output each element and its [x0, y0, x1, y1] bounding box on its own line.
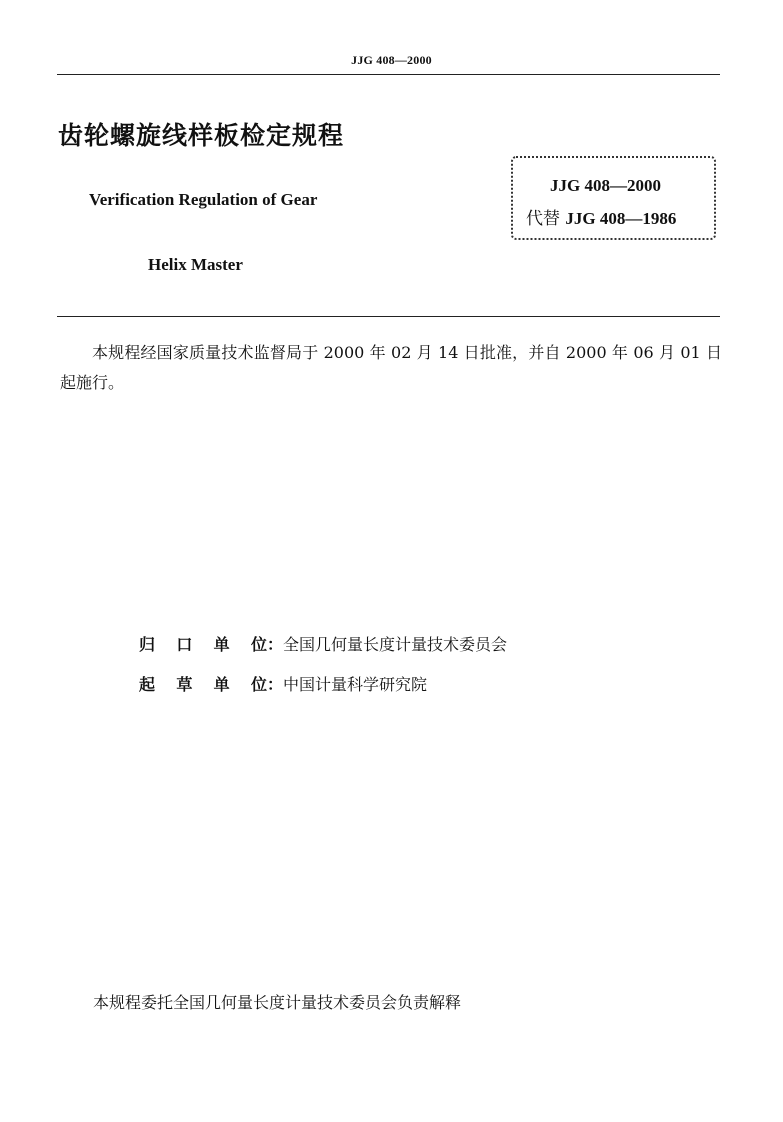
approval-statement: 本规程经国家质量技术监督局于 2000 年 02 月 14 日批准，并自 2000 年 06 月 01 日起施行。: [60, 343, 722, 392]
top-rule: [57, 74, 720, 75]
standard-code: JJG 408—2000: [550, 176, 661, 195]
drafting-unit-row: [139, 672, 427, 695]
title-chinese: 齿轮螺旋线样板检定规程: [58, 121, 345, 150]
title-english-line-1: Verification Regulation of Gear: [89, 190, 318, 209]
responsible-unit-value: 全国几何量长度计量技术委员会: [283, 635, 508, 654]
separator-rule: [57, 316, 720, 317]
drafting-unit-label: 起草单位: [139, 675, 267, 694]
interpretation-statement: 本规程委托全国几何量长度计量技术委员会负责解释: [93, 993, 462, 1012]
drafting-unit-colon: ：: [267, 675, 284, 694]
header-standard-code: JJG 408—2000: [351, 53, 432, 67]
responsible-unit-row: [139, 632, 507, 655]
replaced-standard-code: JJG 408—1986: [565, 209, 677, 228]
drafting-unit-value: 中国计量科学研究院: [283, 675, 428, 694]
replaces-prefix: 代替: [526, 209, 560, 229]
title-english-line-2: Helix Master: [148, 255, 243, 274]
responsible-unit-colon: ：: [267, 635, 284, 654]
replaces-line: [526, 204, 676, 229]
responsible-unit-label: 归口单位: [139, 635, 267, 654]
